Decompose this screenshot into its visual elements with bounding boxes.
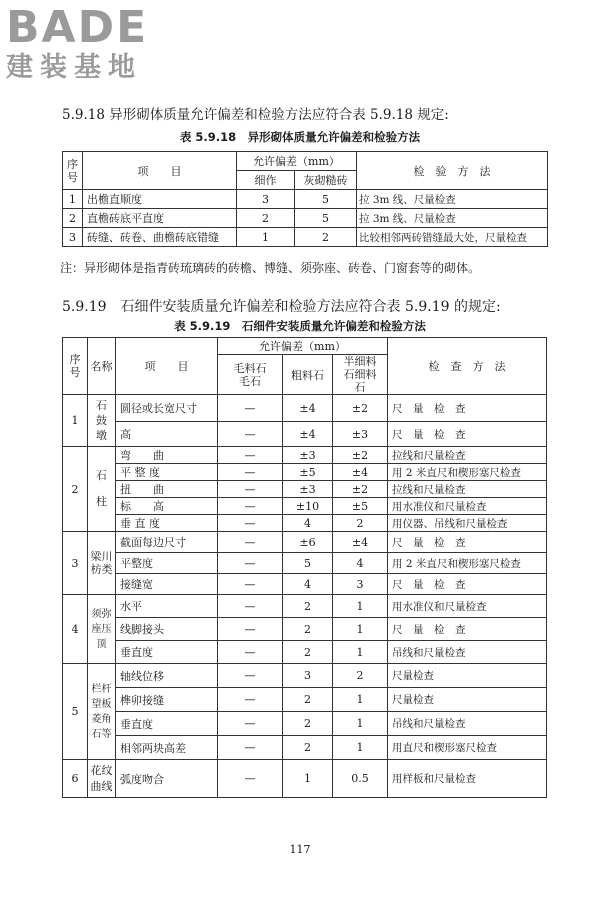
row-fine-stone-value: ±3 — [333, 422, 388, 447]
row-rough-stone-value: — — [218, 664, 283, 688]
row-rough-value: 5 — [295, 190, 357, 209]
clause-5-9-19: 5.9.19 石细件安装质量允许偏差和检验方法应符合表 5.9.19 的规定: — [62, 299, 501, 315]
group-number: 5 — [63, 664, 88, 760]
row-rough-stone-value: — — [218, 736, 283, 760]
table-row — [63, 664, 547, 688]
row-rough-stone-value: — — [218, 422, 283, 447]
row-item: 出檐直顺度 — [83, 190, 237, 209]
table-5-9-18 — [62, 151, 548, 247]
clause-5-9-18: 5.9.18 异形砌体质量允许偏差和检验方法应符合表 5.9.18 规定: — [62, 107, 449, 123]
table-row — [63, 736, 547, 760]
row-coarse-stone-value: ±6 — [283, 532, 333, 553]
row-fine-stone-value: 4 — [333, 553, 388, 574]
row-fine-stone-value: 3 — [333, 574, 388, 595]
row-rough-stone-value: — — [218, 712, 283, 736]
row-fine-stone-value: 1 — [333, 595, 388, 618]
row-method: 尺量检查 — [388, 664, 547, 688]
row-rough-stone-value: — — [218, 595, 283, 618]
row-fine-stone-value: ±2 — [333, 481, 388, 498]
row-item: 线脚接头 — [116, 618, 218, 641]
row-method: 吊线和尺量检查 — [388, 641, 547, 664]
group-number: 2 — [63, 447, 88, 532]
row-rough-value: 2 — [295, 228, 357, 247]
header-item: 项 目 — [83, 152, 237, 190]
table-row — [63, 553, 547, 574]
row-coarse-stone-value: 4 — [283, 515, 333, 532]
table-row — [63, 498, 547, 515]
row-fine-stone-value: ±4 — [333, 532, 388, 553]
table-row — [63, 209, 548, 228]
header-name: 名称 — [88, 338, 116, 395]
row-fine-stone-value: 2 — [333, 664, 388, 688]
row-fine-stone-value: ±2 — [333, 447, 388, 464]
header-no: 序号 — [63, 152, 83, 190]
table-row — [63, 481, 547, 498]
row-coarse-stone-value: 3 — [283, 664, 333, 688]
row-fine-stone-value: 1 — [333, 641, 388, 664]
row-fine-value: 1 — [237, 228, 295, 247]
group-name: 花纹曲线 — [88, 760, 116, 798]
table-row — [63, 595, 547, 618]
row-item: 相邻两块高差 — [116, 736, 218, 760]
header-coarse-stone: 粗料石 — [283, 355, 333, 395]
row-rough-stone-value: — — [218, 515, 283, 532]
group-name: 石柱 — [88, 447, 116, 532]
row-fine-stone-value: 1 — [333, 736, 388, 760]
row-coarse-stone-value: ±3 — [283, 481, 333, 498]
group-number: 3 — [63, 532, 88, 595]
group-name: 梁川枋类 — [88, 532, 116, 595]
header-fine: 细作 — [237, 171, 295, 190]
row-fine-stone-value: ±4 — [333, 464, 388, 481]
table-row — [63, 574, 547, 595]
header-deviation: 允许偏差（mm） — [218, 338, 388, 355]
row-item: 截面每边尺寸 — [116, 532, 218, 553]
row-rough-stone-value: — — [218, 618, 283, 641]
row-number: 3 — [63, 228, 83, 247]
table-row — [63, 688, 547, 712]
row-item: 扭 曲 — [116, 481, 218, 498]
logo — [6, 4, 176, 84]
group-name: 栏杆望板菱角石等 — [88, 664, 116, 760]
row-coarse-stone-value: 2 — [283, 641, 333, 664]
row-fine-stone-value: ±5 — [333, 498, 388, 515]
row-fine-value: 3 — [237, 190, 295, 209]
row-coarse-stone-value: ±4 — [283, 422, 333, 447]
row-rough-stone-value: — — [218, 481, 283, 498]
row-fine-stone-value: ±2 — [333, 395, 388, 422]
row-coarse-stone-value: 1 — [283, 760, 333, 798]
page-number: 117 — [289, 843, 311, 856]
header-rough-brick: 灰砌糙砖 — [295, 171, 357, 190]
table-row — [63, 641, 547, 664]
row-item: 水平 — [116, 595, 218, 618]
row-method: 比较相邻两砖错缝最大处，尺量检查 — [357, 228, 548, 247]
row-method: 尺 量 检 查 — [388, 532, 547, 553]
row-item: 接缝宽 — [116, 574, 218, 595]
header-fine-stone: 半细料石细料石 — [333, 355, 388, 395]
row-rough-stone-value: — — [218, 641, 283, 664]
row-item: 轴线位移 — [116, 664, 218, 688]
table-row — [63, 515, 547, 532]
row-rough-stone-value: — — [218, 395, 283, 422]
row-method: 尺 量 检 查 — [388, 618, 547, 641]
row-fine-stone-value: 2 — [333, 515, 388, 532]
row-rough-stone-value: — — [218, 688, 283, 712]
table-row — [63, 618, 547, 641]
table-row — [63, 464, 547, 481]
row-item: 榫卯接缝 — [116, 688, 218, 712]
group-number: 1 — [63, 395, 88, 447]
header-no: 序号 — [63, 338, 88, 395]
row-method: 尺 量 检 查 — [388, 574, 547, 595]
row-method: 用 2 米直尺和楔形塞尺检查 — [388, 553, 547, 574]
row-method: 用水准仪和尺量检查 — [388, 595, 547, 618]
row-method: 吊线和尺量检查 — [388, 712, 547, 736]
group-number: 4 — [63, 595, 88, 664]
logo-wordmark: BADE — [6, 2, 149, 53]
row-item: 平整度 — [116, 553, 218, 574]
row-rough-stone-value: — — [218, 498, 283, 515]
row-coarse-stone-value: 2 — [283, 595, 333, 618]
row-method: 拉线和尺量检查 — [388, 481, 547, 498]
row-method: 用水准仪和尺量检查 — [388, 498, 547, 515]
row-method: 尺量检查 — [388, 688, 547, 712]
row-rough-stone-value: — — [218, 464, 283, 481]
header-method: 检 验 方 法 — [357, 152, 548, 190]
row-rough-stone-value: — — [218, 760, 283, 798]
row-coarse-stone-value: ±4 — [283, 395, 333, 422]
row-coarse-stone-value: 2 — [283, 736, 333, 760]
row-item: 平 整 度 — [116, 464, 218, 481]
row-rough-stone-value: — — [218, 447, 283, 464]
row-method: 拉线和尺量检查 — [388, 447, 547, 464]
logo-subtitle: 建装基地 — [6, 52, 142, 83]
table-5-9-19-caption: 表 5.9.19 石细件安装质量允许偏差和检验方法 — [174, 319, 426, 333]
table-row — [63, 532, 547, 553]
table-5-9-18-body — [63, 190, 548, 247]
row-rough-stone-value: — — [218, 532, 283, 553]
row-fine-stone-value: 1 — [333, 712, 388, 736]
group-name: 须弥座压顶 — [88, 595, 116, 664]
table-5-9-19 — [62, 337, 547, 798]
header-rough-stone: 毛料石毛石 — [218, 355, 283, 395]
row-method: 拉 3m 线、尺量检查 — [357, 190, 548, 209]
row-item: 垂 直 度 — [116, 515, 218, 532]
header-method: 检 查 方 法 — [388, 338, 547, 395]
group-name: 石鼓墩 — [88, 395, 116, 447]
row-coarse-stone-value: ±3 — [283, 447, 333, 464]
row-item: 圆径或长宽尺寸 — [116, 395, 218, 422]
row-fine-value: 2 — [237, 209, 295, 228]
row-fine-stone-value: 1 — [333, 688, 388, 712]
row-rough-value: 5 — [295, 209, 357, 228]
table-row — [63, 395, 547, 422]
row-method: 用仪器、吊线和尺量检查 — [388, 515, 547, 532]
row-rough-stone-value: — — [218, 553, 283, 574]
row-fine-stone-value: 1 — [333, 618, 388, 641]
row-coarse-stone-value: 4 — [283, 574, 333, 595]
table-row — [63, 712, 547, 736]
table-row — [63, 447, 547, 464]
header-item: 项 目 — [116, 338, 218, 395]
row-number: 2 — [63, 209, 83, 228]
row-item: 垂直度 — [116, 641, 218, 664]
row-method: 尺 量 检 查 — [388, 422, 547, 447]
table-5-9-19-body — [63, 395, 547, 798]
row-item: 标 高 — [116, 498, 218, 515]
row-coarse-stone-value: 2 — [283, 688, 333, 712]
row-fine-stone-value: 0.5 — [333, 760, 388, 798]
header-deviation: 允许偏差（mm） — [237, 152, 357, 171]
table-row — [63, 760, 547, 798]
row-item: 弧度吻合 — [116, 760, 218, 798]
row-coarse-stone-value: 5 — [283, 553, 333, 574]
table-row — [63, 190, 548, 209]
row-item: 直檐砖底平直度 — [83, 209, 237, 228]
table-note: 注：异形砌体是指青砖琉璃砖的砖檐、博缝、须弥座、砖卷、门窗套等的砌体。 — [60, 261, 481, 275]
table-row — [63, 228, 548, 247]
row-item: 弯 曲 — [116, 447, 218, 464]
row-number: 1 — [63, 190, 83, 209]
row-coarse-stone-value: ±5 — [283, 464, 333, 481]
row-item: 高 — [116, 422, 218, 447]
table-5-9-18-caption: 表 5.9.18 异形砌体质量允许偏差和检验方法 — [179, 130, 421, 144]
row-coarse-stone-value: ±10 — [283, 498, 333, 515]
row-method: 用直尺和楔形塞尺检查 — [388, 736, 547, 760]
row-method: 用 2 米直尺和楔形塞尺检查 — [388, 464, 547, 481]
row-method: 尺 量 检 查 — [388, 395, 547, 422]
row-coarse-stone-value: 2 — [283, 712, 333, 736]
row-method: 拉 3m 线、尺量检查 — [357, 209, 548, 228]
row-item: 砖缝、砖卷、曲檐砖底错缝 — [83, 228, 237, 247]
table-row — [63, 422, 547, 447]
group-number: 6 — [63, 760, 88, 798]
row-coarse-stone-value: 2 — [283, 618, 333, 641]
row-item: 垂直度 — [116, 712, 218, 736]
row-method: 用样板和尺量检查 — [388, 760, 547, 798]
row-rough-stone-value: — — [218, 574, 283, 595]
